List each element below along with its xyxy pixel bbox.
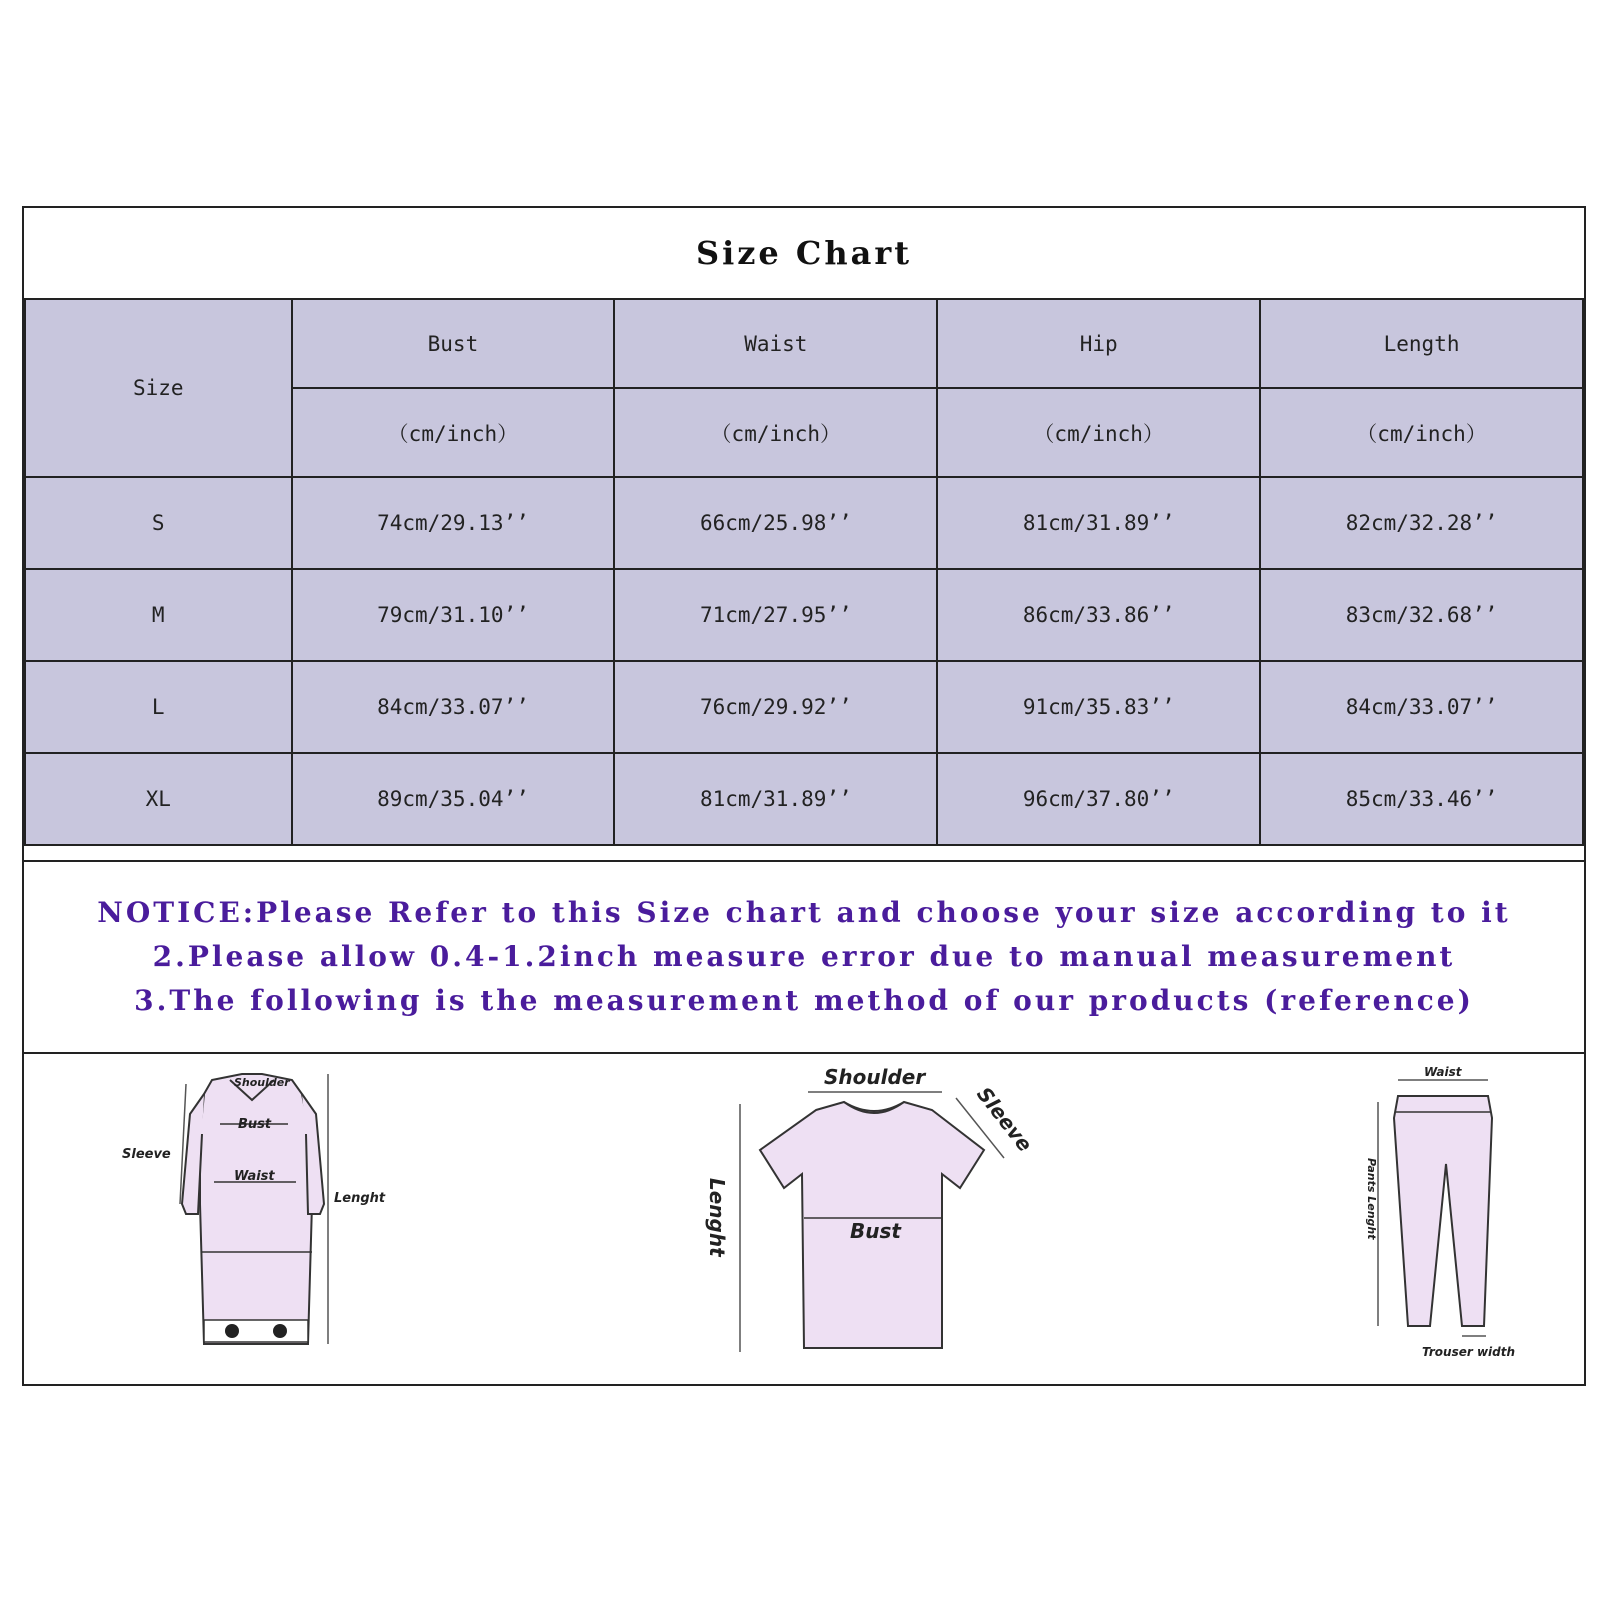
- size-table: [24, 298, 1584, 846]
- pants-illustration: [1364, 1054, 1564, 1384]
- tshirt-shoulder-label: Shoulder: [824, 1065, 926, 1089]
- size-cell: L: [25, 661, 292, 753]
- pants-waist-label: Waist: [1424, 1065, 1462, 1079]
- unit-label: （cm/inch）: [614, 388, 937, 477]
- length-cell: 83cm/32.68’’: [1260, 569, 1583, 661]
- table-row: [25, 477, 1583, 569]
- unit-label: （cm/inch）: [1260, 388, 1583, 477]
- tshirt-diagram: [704, 1054, 1064, 1384]
- chart-title: Size Chart: [695, 234, 913, 272]
- notice-section: [24, 860, 1584, 1054]
- tshirt-length-label: Lenght: [705, 1178, 729, 1257]
- tshirt-illustration: [704, 1054, 1064, 1384]
- dress-shoulder-label: Shoulder: [234, 1076, 290, 1089]
- size-cell: M: [25, 569, 292, 661]
- column-header-hip: Hip: [937, 299, 1260, 388]
- length-cell: 85cm/33.46’’: [1260, 753, 1583, 845]
- table-row: [25, 569, 1583, 661]
- waist-cell: 66cm/25.98’’: [614, 477, 937, 569]
- waist-cell: 81cm/31.89’’: [614, 753, 937, 845]
- moon-icon: [273, 1324, 287, 1338]
- dress-illustration: [102, 1054, 402, 1384]
- table-row: [25, 753, 1583, 845]
- hip-cell: 96cm/37.80’’: [937, 753, 1260, 845]
- column-header-bust: Bust: [292, 299, 615, 388]
- bust-cell: 89cm/35.04’’: [292, 753, 615, 845]
- size-cell: S: [25, 477, 292, 569]
- notice-line-2: 2.Please allow 0.4-1.2inch measure error due to manual measurement: [152, 940, 1456, 973]
- dress-bust-label: Bust: [238, 1117, 272, 1132]
- tshirt-sleeve-label: Sleeve: [972, 1082, 1038, 1157]
- pants-body: [1394, 1096, 1492, 1326]
- waist-cell: 71cm/27.95’’: [614, 569, 937, 661]
- length-cell: 84cm/33.07’’: [1260, 661, 1583, 753]
- table-header-row: [25, 299, 1583, 388]
- table-row: [25, 661, 1583, 753]
- bust-cell: 84cm/33.07’’: [292, 661, 615, 753]
- dress-waist-label: Waist: [234, 1169, 275, 1184]
- unit-label: （cm/inch）: [292, 388, 615, 477]
- tshirt-bust-label: Bust: [850, 1219, 901, 1243]
- column-header-length: Length: [1260, 299, 1583, 388]
- dress-length-label: Lenght: [334, 1191, 386, 1206]
- dress-diagram: [102, 1054, 402, 1384]
- dress-hem-pattern: [204, 1320, 308, 1342]
- notice-line-1: NOTICE:Please Refer to this Size chart and choose your size according to it: [97, 896, 1511, 929]
- size-chart-sheet: [22, 206, 1586, 1386]
- hip-cell: 86cm/33.86’’: [937, 569, 1260, 661]
- hip-cell: 91cm/35.83’’: [937, 661, 1260, 753]
- pants-diagram: [1364, 1054, 1564, 1384]
- dress-sleeve-label: Sleeve: [122, 1147, 171, 1162]
- notice-line-3: 3.The following is the measurement method of our products (reference): [134, 984, 1474, 1017]
- dress-body: [200, 1074, 312, 1344]
- size-cell: XL: [25, 753, 292, 845]
- measurement-diagrams: [24, 1054, 1584, 1384]
- pants-length-label: Pants Lenght: [1365, 1158, 1378, 1240]
- moon-icon: [225, 1324, 239, 1338]
- bust-cell: 79cm/31.10’’: [292, 569, 615, 661]
- waist-cell: 76cm/29.92’’: [614, 661, 937, 753]
- length-cell: 82cm/32.28’’: [1260, 477, 1583, 569]
- column-header-waist: Waist: [614, 299, 937, 388]
- bust-cell: 74cm/29.13’’: [292, 477, 615, 569]
- hip-cell: 81cm/31.89’’: [937, 477, 1260, 569]
- unit-label: （cm/inch）: [937, 388, 1260, 477]
- pants-width-label: Trouser width: [1422, 1345, 1516, 1359]
- size-header: Size: [25, 299, 292, 477]
